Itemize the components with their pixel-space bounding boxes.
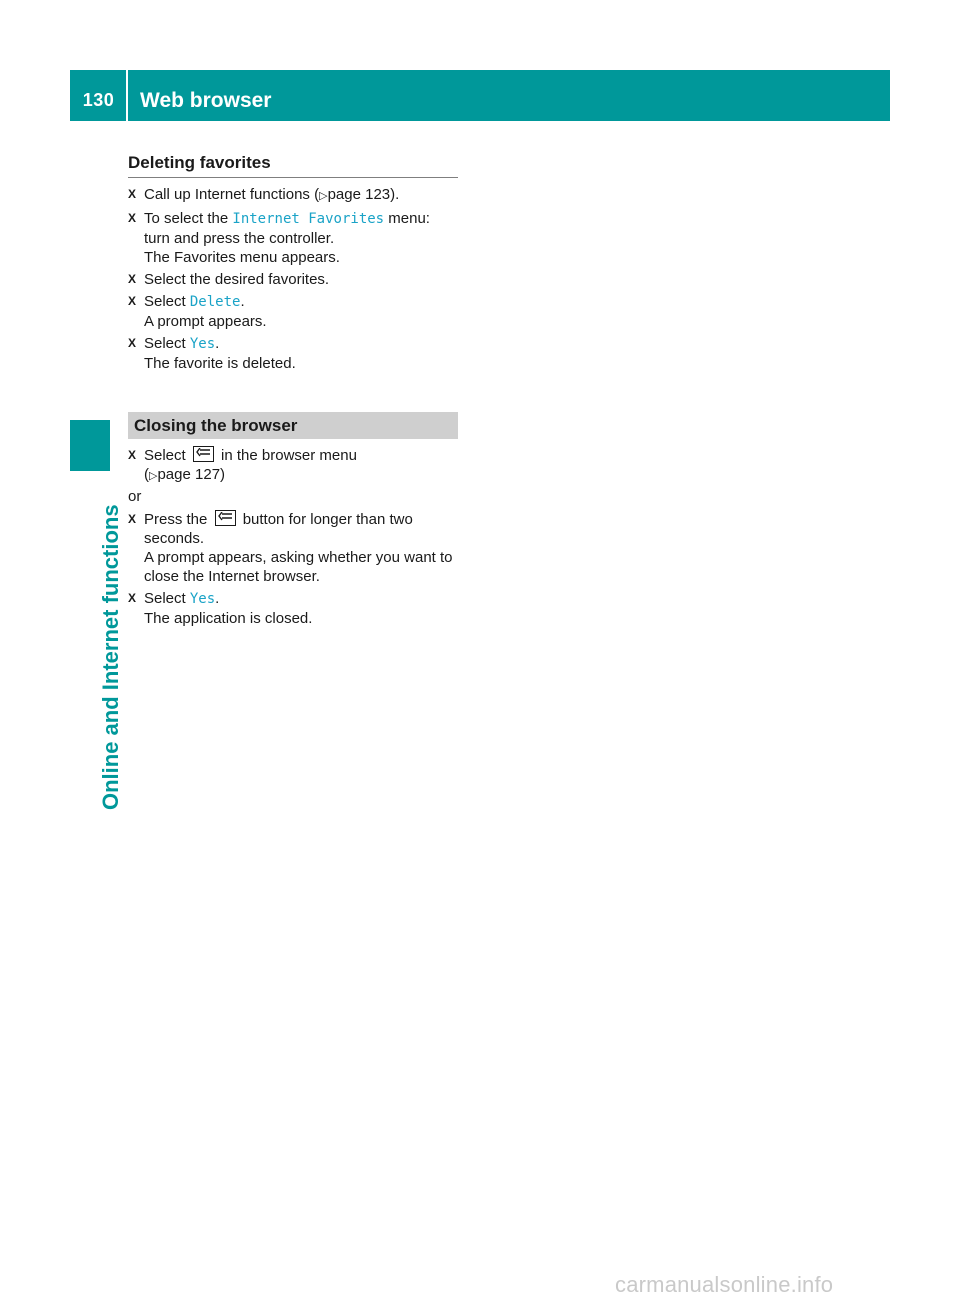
- page-ref-icon: ▷: [149, 470, 158, 482]
- step-marker: X: [128, 272, 137, 286]
- step-result: The Favorites menu appears.: [144, 249, 340, 266]
- back-icon: [215, 510, 236, 526]
- closing-steps-b: [128, 510, 458, 631]
- watermark: carmanualsonline.info: [615, 1272, 834, 1297]
- page-number: 130: [82, 90, 115, 110]
- list-item: X Call up Internet functions (▷page 123).: [128, 186, 400, 203]
- list-item: X Select Delete. A prompt appears.: [128, 292, 458, 331]
- step-marker: X: [128, 187, 137, 201]
- step-marker: X: [128, 448, 137, 462]
- heading-rule: [128, 177, 458, 178]
- list-item: X Select the desired favorites.: [128, 271, 330, 288]
- step-result: A prompt appears, asking whether you want to close the Internet browser.: [144, 549, 453, 585]
- step-result: The favorite is deleted.: [144, 355, 296, 372]
- list-item: X Press the button for longer than two seconds. A prompt appears, asking whether you want to close the Internet browser.: [128, 510, 458, 586]
- page-title: Web browser: [140, 89, 272, 112]
- step-marker: X: [128, 336, 137, 350]
- step-marker: X: [128, 591, 137, 605]
- list-item: X Select in the browser menu (▷page 127): [128, 447, 357, 483]
- step-marker: X: [128, 512, 137, 526]
- step-marker: X: [128, 211, 137, 225]
- softkey-delete: Delete: [189, 294, 241, 310]
- step-marker: X: [128, 294, 137, 308]
- back-icon: [193, 446, 214, 462]
- softkey-yes: Yes: [189, 336, 216, 352]
- section-heading-deleting: Deleting favorites: [128, 153, 271, 172]
- list-item: X To select the Internet Favorites menu: turn and press the controller. The Favorites menu appears.: [128, 209, 458, 267]
- softkey-internet-favorites: Internet Favorites: [232, 211, 385, 227]
- closing-steps-a: [128, 446, 458, 489]
- section-heading-closing: Closing the browser: [134, 416, 298, 435]
- chapter-tab: [70, 420, 110, 471]
- list-item: X Select Yes. The favorite is deleted.: [128, 334, 458, 373]
- header-divider: [126, 70, 128, 121]
- step-result: The application is closed.: [144, 610, 313, 627]
- step-result: A prompt appears.: [144, 313, 267, 330]
- chapter-label: Online and Internet functions: [98, 504, 123, 810]
- deleting-steps: [128, 185, 458, 376]
- softkey-yes: Yes: [189, 591, 216, 607]
- list-item: X Select Yes. The application is closed.: [128, 589, 458, 628]
- or-separator: or: [128, 488, 142, 505]
- page-ref-icon: ▷: [319, 190, 328, 202]
